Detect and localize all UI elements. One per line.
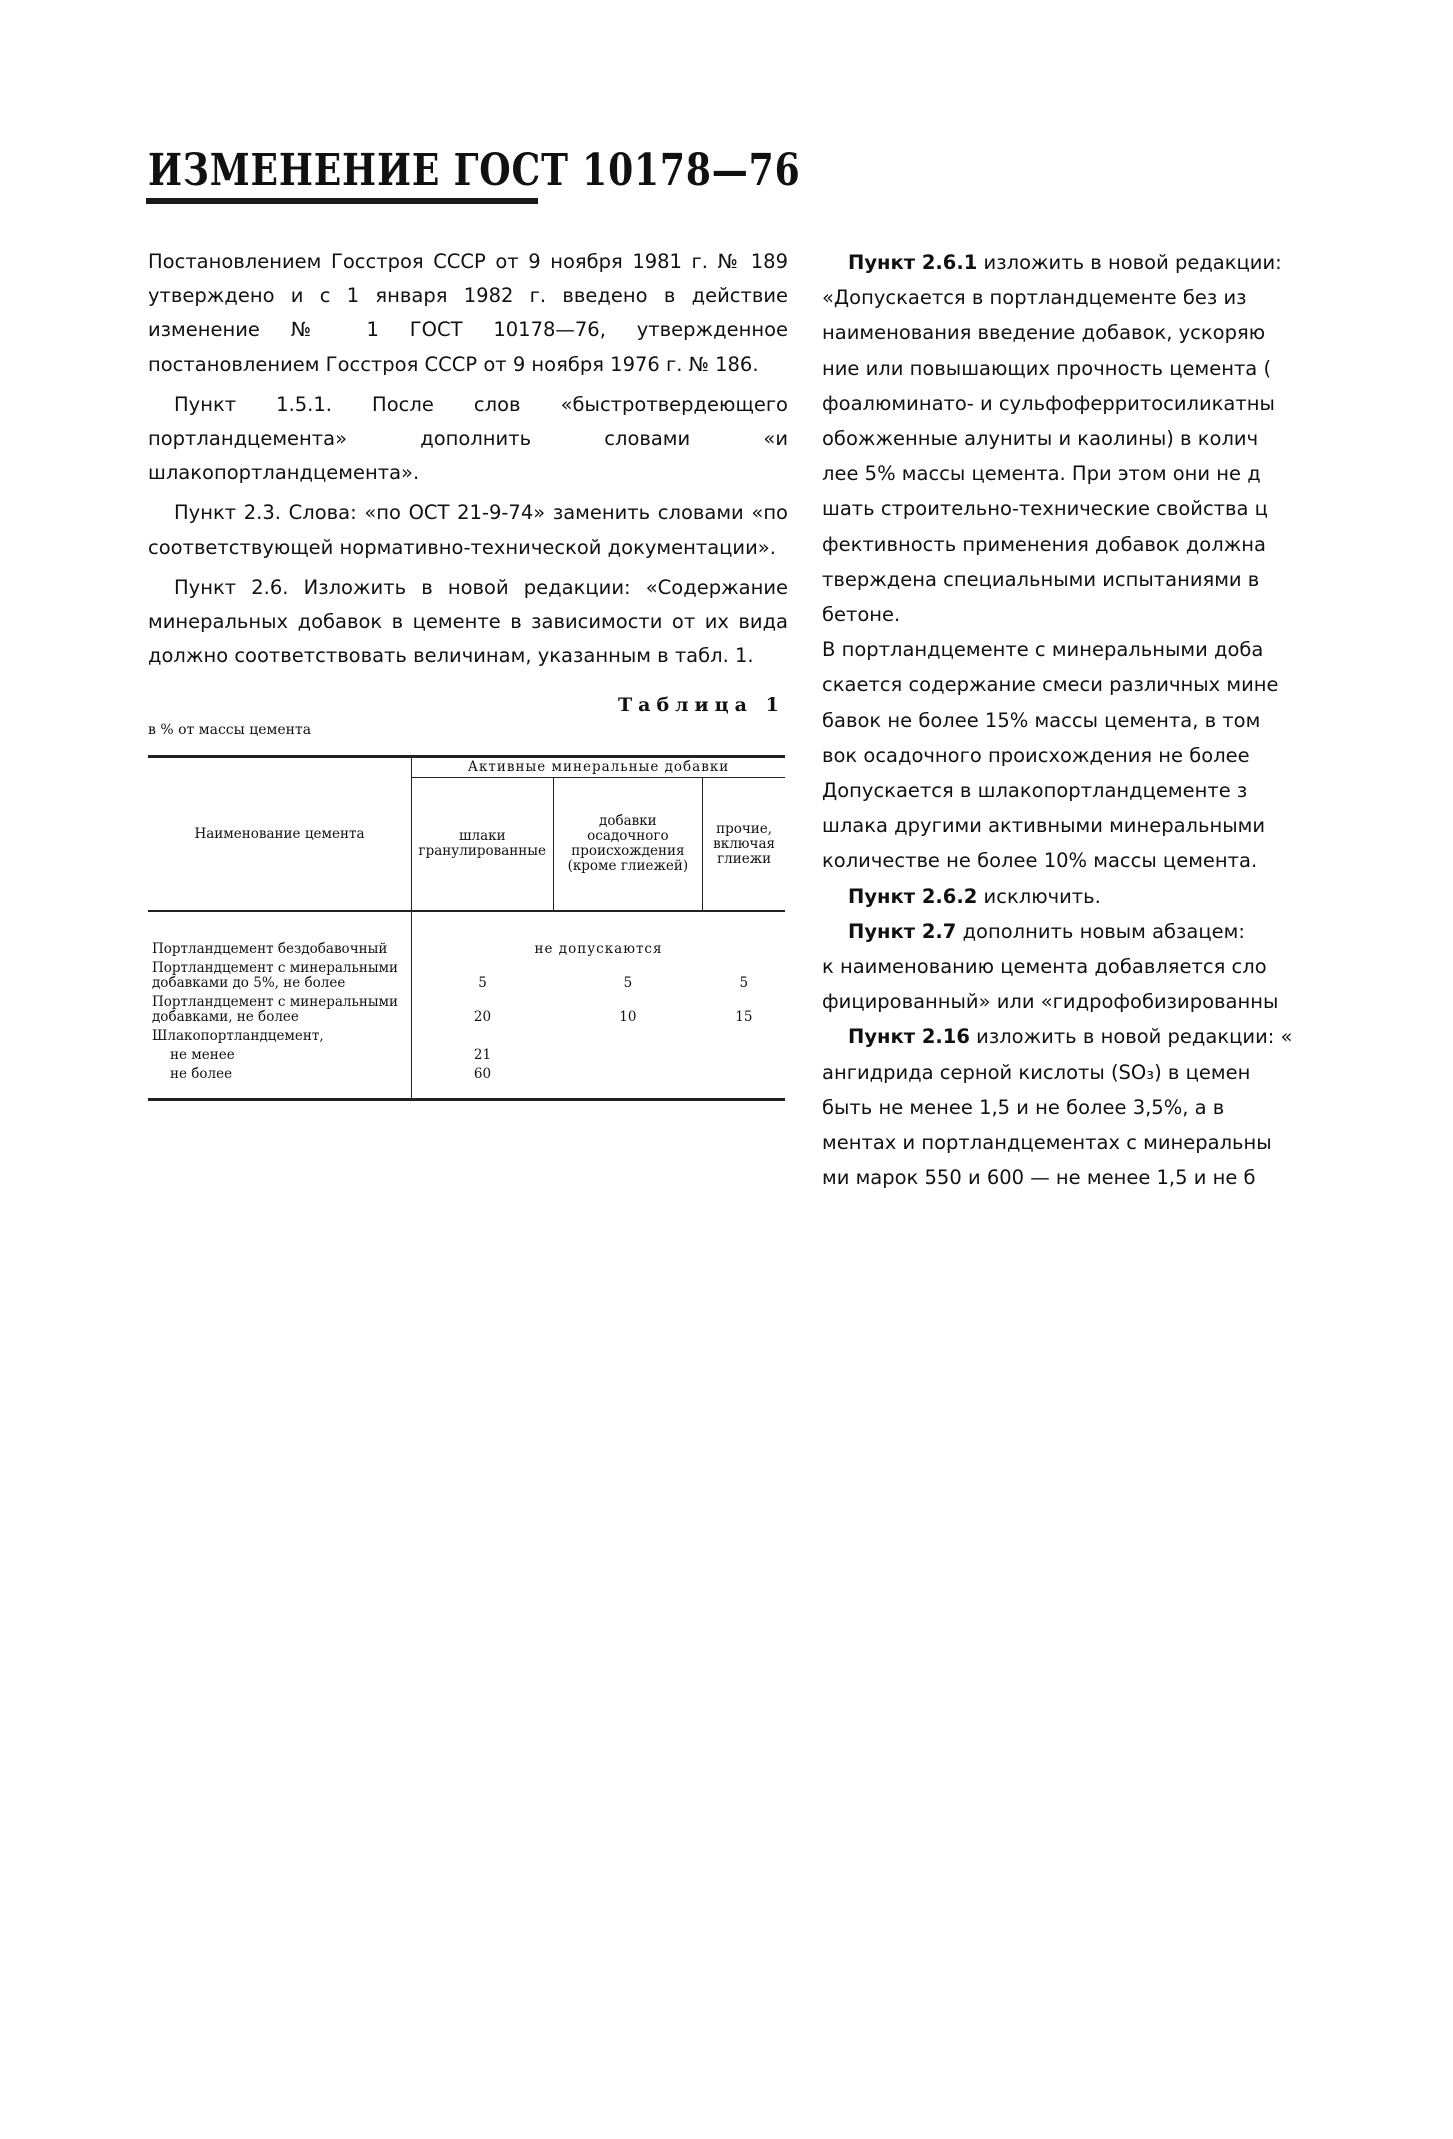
line-text: скается содержание смеси различных мине <box>822 673 1279 697</box>
line-text: количестве не более 10% массы цемента. <box>822 849 1258 873</box>
right-column-line <box>822 386 1327 421</box>
value-cell <box>553 1046 703 1065</box>
table-row <box>148 959 785 993</box>
header-active-additives: Активные минеральные добавки <box>412 757 786 778</box>
right-column-line <box>822 597 1327 632</box>
line-text: дополнить новым абзацем: <box>956 919 1245 943</box>
table-row <box>148 1046 785 1065</box>
item-label: Пункт 2.7 <box>848 919 957 943</box>
cement-name-cell: Шлакопортландцемент, <box>148 1027 412 1046</box>
cement-name-cell: Портландцемент с минеральными добавками, не более <box>148 993 412 1027</box>
line-text: обожженные алуниты и каолины) в колич <box>822 427 1259 451</box>
table-row <box>148 1027 785 1046</box>
line-text: «Допускается в портландцементе без из <box>822 286 1247 310</box>
table-units-note: в % от массы цемента <box>148 722 312 738</box>
item-label: Пункт 2.6. <box>174 575 289 599</box>
value-cell: 21 <box>473 1047 492 1063</box>
value-cell <box>553 1065 703 1100</box>
table-caption: Таблица 1 <box>618 694 785 716</box>
right-column-line <box>822 280 1327 315</box>
line-text: к наименованию цемента добавляется сло <box>822 955 1267 979</box>
value-cell <box>703 1065 785 1100</box>
item-text: Слова: «по ОСТ 21-9-74» заменить словами «по соответствующей нормативно-технической документации». <box>148 501 788 559</box>
item-text: После слов «быстротвердеющего портландцемента» дополнить словами «и шлакопортландцемента». <box>148 392 788 485</box>
paragraph-item-2-6 <box>148 571 788 674</box>
value-cell: 5 <box>739 975 749 991</box>
line-text: ментах и портландцементах с минеральны <box>822 1131 1272 1155</box>
additives-table <box>148 755 785 1101</box>
title-underline <box>146 198 538 204</box>
right-column-line <box>822 421 1327 456</box>
line-text: фоалюминато- и сульфоферритосиликатны <box>822 391 1275 415</box>
cement-name-cell: не более <box>148 1065 412 1100</box>
paragraph-item-2-3 <box>148 496 788 564</box>
table-row <box>148 993 785 1027</box>
line-text: Допускается в шлакопортландцементе з <box>822 779 1248 803</box>
header-cement-name: Наименование цемента <box>148 757 412 912</box>
table-row <box>148 911 785 959</box>
value-cell <box>412 1027 554 1046</box>
line-text: изложить в новой редакции: « <box>969 1025 1293 1049</box>
line-text: бавок не более 15% массы цемента, в том <box>822 708 1261 732</box>
line-text: бетоне. <box>822 603 901 627</box>
value-cell: 10 <box>619 1009 637 1025</box>
right-column-line <box>822 315 1327 350</box>
right-column-line <box>822 491 1327 526</box>
cement-name-cell: Портландцемент бездобавочный <box>148 911 412 959</box>
right-column-line <box>822 1019 1327 1054</box>
right-column-line <box>822 949 1327 984</box>
right-column-line <box>822 245 1327 280</box>
paragraph-decree: Постановлением Госстроя СССР от 9 ноября 1981 г. № 189 утверждено и с 1 января 1982 г. введено в действие изменение № 1 ГОСТ 10178—76, утвержденное постановлением Госстроя СССР от 9 ноября 1976 г. № 186. <box>148 250 788 376</box>
right-column-line <box>822 632 1327 667</box>
right-column-line <box>822 1090 1327 1125</box>
item-label: Пункт 2.6.1 <box>848 251 978 274</box>
header-sedimentary-additives: добавки осадочного происхождения (кроме глиежей) <box>553 778 703 912</box>
item-label: Пункт 2.16 <box>848 1025 970 1049</box>
right-column-line <box>822 914 1327 949</box>
line-text: ми марок 550 и 600 — не менее 1,5 и не б <box>822 1166 1256 1190</box>
right-column-line <box>822 703 1327 738</box>
value-cell: 60 <box>412 1065 554 1100</box>
right-column-line <box>822 808 1327 843</box>
not-allowed-cell: не допускаются <box>534 941 663 957</box>
right-column-line <box>822 351 1327 386</box>
table-row <box>148 1065 785 1100</box>
line-text: вок осадочного происхождения не более <box>822 743 1250 767</box>
item-text: Изложить в новой редакции: «Содержание минеральных добавок в цементе в зависимости от их вида должно соответствовать величинам, указанным в табл. 1. <box>148 575 789 668</box>
right-column-line <box>822 1160 1327 1195</box>
left-column <box>148 245 788 679</box>
item-label: Пункт 1.5.1. <box>174 392 332 416</box>
item-label: Пункт 2.3. <box>174 501 281 525</box>
line-text: ние или повышающих прочность цемента ( <box>822 356 1272 380</box>
value-cell <box>703 1027 785 1046</box>
cement-name-cell: не менее <box>148 1046 412 1065</box>
line-text: В портландцементе с минеральными доба <box>822 638 1264 662</box>
right-column-line <box>822 843 1327 878</box>
line-text: ангидрида серной кислоты (SO₃) в цемен <box>822 1060 1251 1084</box>
value-cell: 20 <box>473 1009 492 1025</box>
line-text: изложить в новой редакции: <box>977 251 1282 274</box>
value-cell <box>703 1046 785 1065</box>
value-cell: 15 <box>735 1009 753 1025</box>
header-granulated-slags: шлаки гранулированные <box>412 778 554 912</box>
right-column-line <box>822 1125 1327 1160</box>
right-column-line <box>822 773 1327 808</box>
right-column-line <box>822 562 1327 597</box>
line-text: шать строительно-технические свойства ц <box>822 497 1268 521</box>
right-column-line <box>822 984 1327 1019</box>
right-column-line <box>822 527 1327 562</box>
right-column-line <box>822 879 1327 914</box>
cement-name-cell: Портландцемент с минеральными добавками до 5%, не более <box>148 959 412 993</box>
line-text: тверждена специальными испытаниями в <box>822 567 1260 591</box>
line-text: лее 5% массы цемента. При этом они не д <box>822 462 1261 486</box>
header-other-additives: прочие, включая глиежи <box>703 778 785 912</box>
line-text: исключить. <box>977 884 1101 908</box>
right-column <box>822 245 1327 1195</box>
line-text: шлака другими активными минеральными <box>822 814 1266 838</box>
right-column-line <box>822 667 1327 702</box>
paragraph-item-1-5-1 <box>148 388 788 491</box>
right-column-line <box>822 456 1327 491</box>
right-column-line <box>822 1055 1327 1090</box>
line-text: наименования введение добавок, ускоряю <box>822 321 1266 345</box>
document-title: ИЗМЕНЕНИЕ ГОСТ 10178—76 <box>148 145 801 196</box>
item-label: Пункт 2.6.2 <box>848 884 978 908</box>
value-cell: 5 <box>623 975 633 991</box>
right-column-line <box>822 738 1327 773</box>
line-text: быть не менее 1,5 и не более 3,5%, а в <box>822 1095 1225 1119</box>
value-cell <box>553 1027 703 1046</box>
line-text: фективность применения добавок должна <box>822 532 1266 556</box>
line-text: фицированный» или «гидрофобизированны <box>822 990 1279 1014</box>
value-cell: 5 <box>478 975 487 991</box>
